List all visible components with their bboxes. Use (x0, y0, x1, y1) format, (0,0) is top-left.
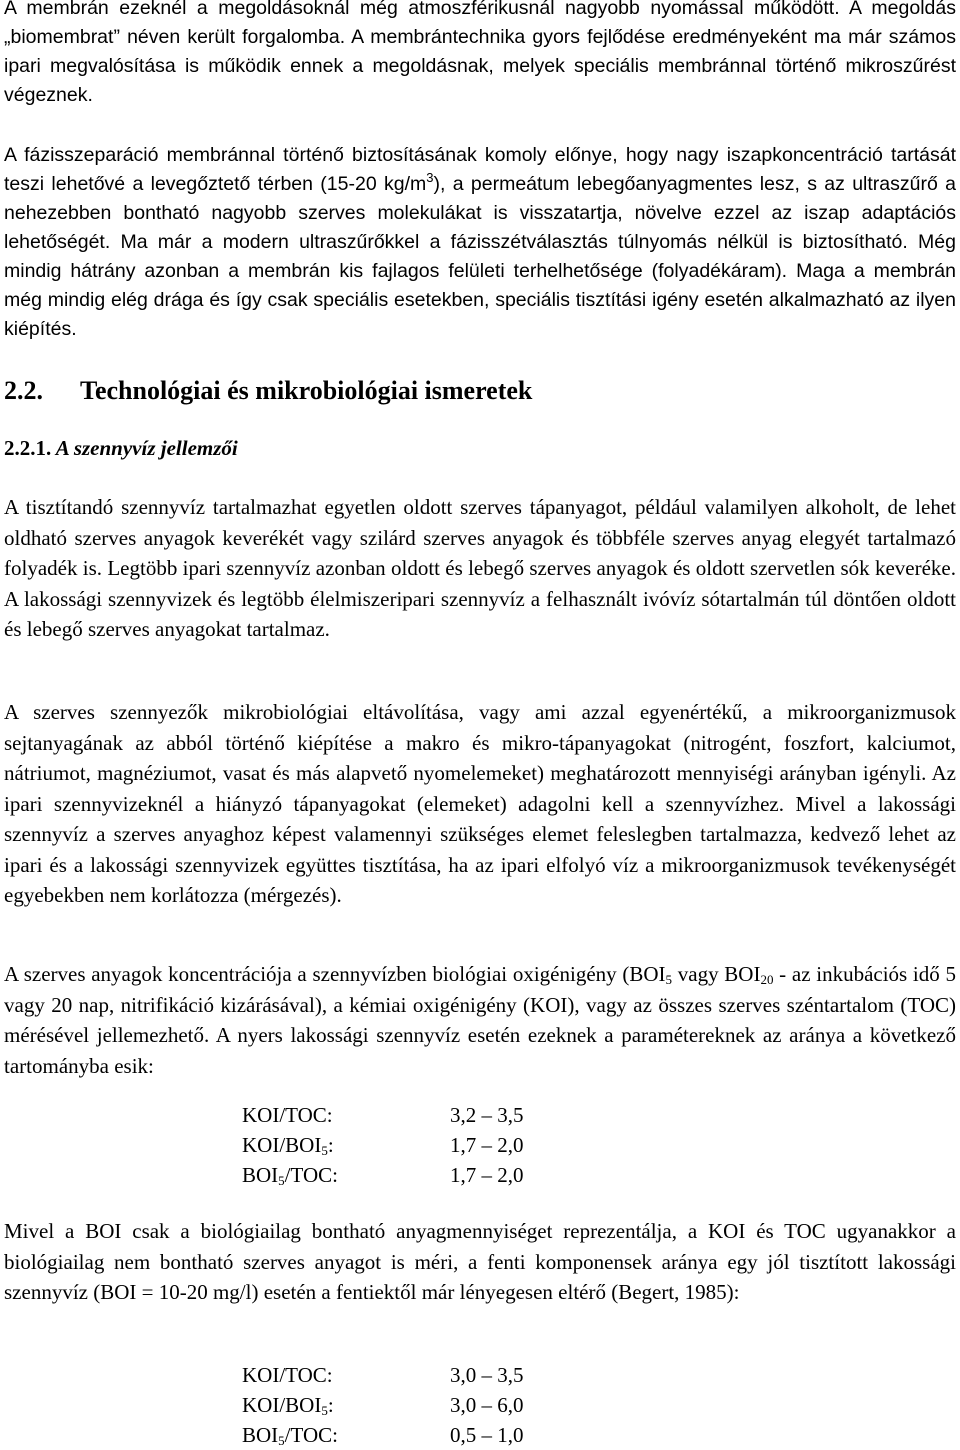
subsection-number: 2.2.1. (4, 436, 52, 460)
ratio-label: $BOI_5$/TOC: (242, 1163, 338, 1188)
subscript: 5 (665, 972, 673, 987)
section-title: Technológiai és mikrobiológiai ismeretek (80, 376, 533, 405)
subsection-title: A szennyvíz jellemzői (51, 436, 238, 460)
paragraph-microbiological-removal: A szerves szennyezők mikrobiológiai eltávolítása, vagy ami azzal egyenértékű, a mikroorganizmusok sejtanyagának az abból történő kiépítése a makro és mikro-tápanyagokat (nitrogént, foszfort, kalciumot, nátriumot, magnéziumot, vasat és más alapvető nyomelemeket) meghatározott mennyiségi arányban igényli. Az ipari szennyvizeknél a hiányzó tápanyagokat (elemeket) adagolni kell a szennyvízhez. Mivel a lakossági szennyvíz a szerves anyaghoz képest valamennyi szükséges elemet feleslegben tartalmazza, kedvező lehet az ipari és a lakossági szennyvizek együttes tisztítása, ha az ipari elfolyó víz a mikroorganizmusok tevékenységét egyebekben nem korlátozza (mérgezés). (4, 700, 956, 907)
ratio-row (242, 1360, 960, 1390)
ratio-row (242, 1130, 960, 1160)
ratio-table-treated (242, 1360, 960, 1450)
paragraph-wastewater-content: A tisztítandó szennyvíz tartalmazhat egyetlen oldott szerves tápanyagot, például valamilyen alkoholt, de lehet oldható szerves anyagok keverékét vagy szilárd szerves anyagok és többféle szerves anyag elegyét tartalmazó folyadék is. Legtöbb ipari szennyvíz azonban oldott és lebegő szerves anyagok és oldott szervetlen sók keveréke. A lakossági szennyvizek és legtöbb élelmiszeripari szennyvíz a felhasznált ivóvíz sótartalmán túl döntően oldott és lebegő szerves anyagokat tartalmaz. (4, 495, 956, 641)
text-run: A fázisszeparáció membránnal történő biztosításának komoly előnye, hogy nagy iszapkoncentráció tartását teszi lehetővé a levegőztető térben (15-20 kg/m (4, 144, 956, 195)
text-run: A szerves anyagok koncentrációja a szennyvízben biológiai oxigénigény (BOI (4, 962, 666, 986)
ratio-row (242, 1420, 960, 1450)
text-run: - az inkubációs idő 5 vagy 20 nap, nitrifikáció kizárásával), a kémiai oxigénigény (KOI), vagy az összes szerves széntartalom (TOC) mérésével jellemezhető. A nyers lakossági szennyvíz esetén ezeknek a paramétereknek az aránya a következő tartományba esik: (4, 962, 956, 1078)
ratio-row (242, 1390, 960, 1420)
section-heading (4, 376, 956, 406)
ratio-value: 1,7 – 2,0 (450, 1133, 524, 1157)
ratio-value: 3,0 – 6,0 (450, 1393, 524, 1417)
ratio-value: 0,5 – 1,0 (450, 1423, 524, 1447)
ratio-row (242, 1100, 960, 1130)
text-run: ), a permeátum lebegőanyagmentes lesz, s az ultraszűrő a nehezebben bontható nagyobb szerves molekulákat is visszatartja, növelve ezzel az iszap adaptációs lehetőségét. Ma már a modern ultraszűrőkkel a fázisszétválasztás túlnyomás nélkül is biztosítható. Még mindig hátrány azonban a membrán kis fajlagos felületi terhelhetősége (folyadékáram). Maga a membrán még mindig elég drága és így csak speciális esetekben, speciális tisztítási igény esetén alkalmazható az ilyen kiépítés. (4, 173, 956, 340)
paragraph-concentration (4, 959, 956, 1081)
ratio-value: 3,0 – 3,5 (450, 1363, 524, 1387)
ratio-label: $BOI_5$/TOC: (242, 1423, 338, 1448)
ratio-value: 1,7 – 2,0 (450, 1163, 524, 1187)
ratio-label: KOI/TOC: (242, 1363, 333, 1387)
text-run: vagy BOI (672, 962, 761, 986)
ratio-label: KOI/$BOI_5$: (242, 1133, 334, 1158)
subsection-heading (4, 436, 956, 461)
paragraph-phase-separation (4, 141, 956, 344)
paragraph-boi-koi-toc: Mivel a BOI csak a biológiailag bontható anyagmennyiséget reprezentálja, a KOI és TOC ugyanakkor a biológiailag nem bontható szerves anyagot is méri, a fenti komponensek aránya egy jól tisztított lakossági szennyvíz (BOI = 10-20 mg/l) esetén a fentiektől már lényegesen eltérő (Begert, 1985): (4, 1219, 956, 1304)
ratio-value: 3,2 – 3,5 (450, 1103, 524, 1127)
ratio-row (242, 1160, 960, 1190)
section-number: 2.2. (4, 376, 43, 405)
ratio-label: KOI/TOC: (242, 1103, 333, 1127)
ratio-label: KOI/$BOI_5$: (242, 1393, 334, 1418)
subscript: 20 (760, 972, 774, 987)
ratio-table-raw (242, 1100, 960, 1190)
paragraph-membrane-intro: A membrán ezeknél a megoldásoknál még atmoszférikusnál nagyobb nyomással működött. A megoldás „biomembrat” néven került forgalomba. A membrántechnika gyors fejlődése eredményeként ma már számos ipari megvalósítása is működik ennek a megoldásnak, melyek speciális membránnal történő mikroszűrést végeznek. (4, 0, 956, 106)
superscript: 3 (426, 170, 434, 185)
